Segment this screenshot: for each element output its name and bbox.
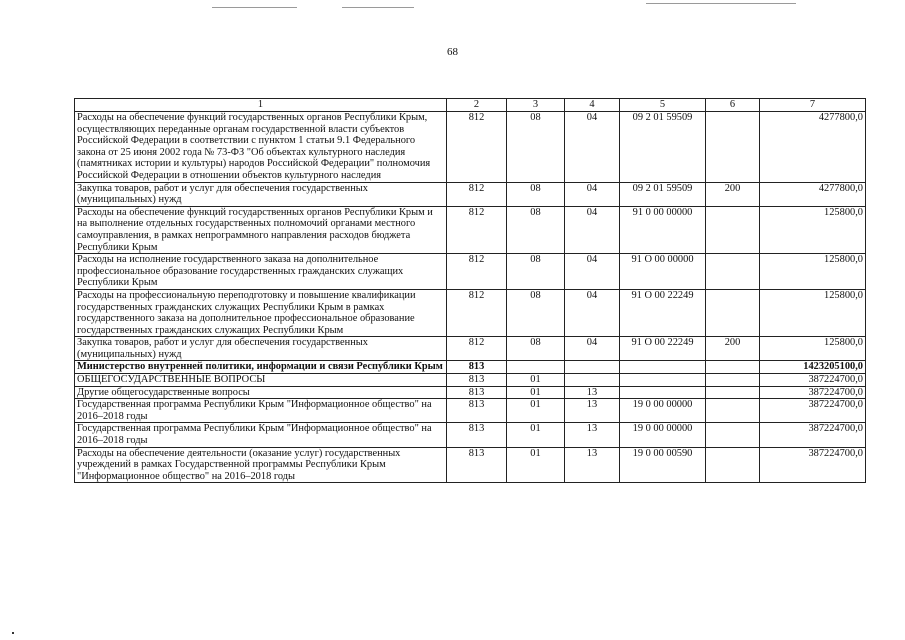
row-name-cell: Закупка товаров, работ и услуг для обеспечения государственных (муниципальных) нужд bbox=[75, 337, 447, 361]
column-header: 5 bbox=[620, 99, 706, 112]
row-ministry-code-cell: 813 bbox=[447, 374, 507, 387]
row-section-code-cell: 08 bbox=[507, 206, 565, 253]
scan-speck bbox=[12, 632, 14, 634]
row-target-code-cell: 91 О 00 00000 bbox=[620, 254, 706, 290]
row-amount-cell: 125800,0 bbox=[760, 206, 866, 253]
row-section-code-cell: 01 bbox=[507, 447, 565, 483]
table-row bbox=[75, 254, 866, 290]
table-row bbox=[75, 374, 866, 387]
row-subsection-code-cell bbox=[565, 361, 620, 374]
row-ministry-code-cell: 813 bbox=[447, 399, 507, 423]
row-target-code-cell: 19 0 00 00000 bbox=[620, 399, 706, 423]
row-subsection-code-cell bbox=[565, 374, 620, 387]
row-expense-type-cell: 200 bbox=[706, 337, 760, 361]
table-row bbox=[75, 206, 866, 253]
row-target-code-cell: 09 2 01 59509 bbox=[620, 112, 706, 183]
row-target-code-cell: 91 О 00 22249 bbox=[620, 337, 706, 361]
table-row bbox=[75, 399, 866, 423]
column-header: 4 bbox=[565, 99, 620, 112]
row-name-cell: Расходы на обеспечение функций государственных органов Республики Крым и на выполнение отдельных государственных полномочий органами местного самоуправления, в рамках непрограммного направления расходов бюджета Республики Крым bbox=[75, 206, 447, 253]
row-name-cell: ОБЩЕГОСУДАРСТВЕННЫЕ ВОПРОСЫ bbox=[75, 374, 447, 387]
column-header: 2 bbox=[447, 99, 507, 112]
row-section-code-cell: 01 bbox=[507, 386, 565, 399]
row-target-code-cell: 91 0 00 00000 bbox=[620, 206, 706, 253]
row-subsection-code-cell: 04 bbox=[565, 182, 620, 206]
row-name-cell: Расходы на профессиональную переподготовку и повышение квалификации государственных гражданских служащих Республики Крым в рамках государственного заказа на дополнительное профессиональное образование государственных гражданских служащих Республики Крым bbox=[75, 289, 447, 336]
row-ministry-code-cell: 813 bbox=[447, 447, 507, 483]
row-target-code-cell bbox=[620, 386, 706, 399]
table-row bbox=[75, 423, 866, 447]
row-ministry-code-cell: 812 bbox=[447, 112, 507, 183]
row-target-code-cell: 91 О 00 22249 bbox=[620, 289, 706, 336]
table-row bbox=[75, 182, 866, 206]
row-target-code-cell: 19 0 00 00000 bbox=[620, 423, 706, 447]
row-section-code-cell: 08 bbox=[507, 254, 565, 290]
row-expense-type-cell: 200 bbox=[706, 182, 760, 206]
row-expense-type-cell bbox=[706, 374, 760, 387]
row-ministry-code-cell: 812 bbox=[447, 289, 507, 336]
row-ministry-code-cell: 813 bbox=[447, 361, 507, 374]
row-expense-type-cell bbox=[706, 112, 760, 183]
row-section-code-cell: 08 bbox=[507, 182, 565, 206]
table-row bbox=[75, 112, 866, 183]
column-header: 1 bbox=[75, 99, 447, 112]
page-number: 68 bbox=[447, 46, 458, 58]
column-header: 6 bbox=[706, 99, 760, 112]
row-expense-type-cell bbox=[706, 289, 760, 336]
budget-table bbox=[74, 98, 866, 483]
row-name-cell: Расходы на обеспечение деятельности (оказание услуг) государственных учреждений в рамках Государственной программы Республики Крым "Информационное общество" на 2016–2018 годы bbox=[75, 447, 447, 483]
row-target-code-cell: 19 0 00 00590 bbox=[620, 447, 706, 483]
row-expense-type-cell bbox=[706, 361, 760, 374]
row-name-cell: Расходы на обеспечение функций государственных органов Республики Крым, осуществляющих переданные органам государственной власти субъектов Российской Федерации в соответствии с пунктом 1 статьи 9.1 Федерального закона от 25 июня 2002 года № 73-ФЗ "Об объектах культурного наследия (памятниках истории и культуры) народов Российской Федерации" полномочия Российской Федерации в отношении объектов культурного наследия bbox=[75, 112, 447, 183]
row-amount-cell: 1423205100,0 bbox=[760, 361, 866, 374]
scan-rule bbox=[342, 7, 414, 8]
row-expense-type-cell bbox=[706, 447, 760, 483]
row-section-code-cell: 08 bbox=[507, 337, 565, 361]
scan-rule bbox=[212, 7, 297, 8]
row-expense-type-cell bbox=[706, 399, 760, 423]
table-row bbox=[75, 289, 866, 336]
scan-rule bbox=[646, 3, 796, 4]
row-name-cell: Другие общегосударственные вопросы bbox=[75, 386, 447, 399]
row-subsection-code-cell: 13 bbox=[565, 423, 620, 447]
column-header: 3 bbox=[507, 99, 565, 112]
table-row bbox=[75, 447, 866, 483]
row-ministry-code-cell: 812 bbox=[447, 206, 507, 253]
row-name-cell: Государственная программа Республики Крым "Информационное общество" на 2016–2018 годы bbox=[75, 399, 447, 423]
row-name-cell: Закупка товаров, работ и услуг для обеспечения государственных (муниципальных) нужд bbox=[75, 182, 447, 206]
row-expense-type-cell bbox=[706, 206, 760, 253]
row-subsection-code-cell: 04 bbox=[565, 289, 620, 336]
row-subsection-code-cell: 04 bbox=[565, 337, 620, 361]
row-name-cell: Министерство внутренней политики, информации и связи Республики Крым bbox=[75, 361, 447, 374]
table-row bbox=[75, 386, 866, 399]
row-expense-type-cell bbox=[706, 423, 760, 447]
table-row bbox=[75, 337, 866, 361]
row-amount-cell: 4277800,0 bbox=[760, 182, 866, 206]
row-ministry-code-cell: 813 bbox=[447, 386, 507, 399]
row-subsection-code-cell: 13 bbox=[565, 399, 620, 423]
row-ministry-code-cell: 812 bbox=[447, 182, 507, 206]
row-target-code-cell bbox=[620, 374, 706, 387]
row-section-code-cell: 01 bbox=[507, 374, 565, 387]
row-ministry-code-cell: 812 bbox=[447, 254, 507, 290]
row-expense-type-cell bbox=[706, 254, 760, 290]
row-section-code-cell: 08 bbox=[507, 112, 565, 183]
row-subsection-code-cell: 13 bbox=[565, 386, 620, 399]
row-amount-cell: 387224700,0 bbox=[760, 386, 866, 399]
row-amount-cell: 387224700,0 bbox=[760, 423, 866, 447]
row-name-cell: Государственная программа Республики Крым "Информационное общество" на 2016–2018 годы bbox=[75, 423, 447, 447]
row-amount-cell: 125800,0 bbox=[760, 289, 866, 336]
row-amount-cell: 387224700,0 bbox=[760, 447, 866, 483]
row-subsection-code-cell: 04 bbox=[565, 254, 620, 290]
row-section-code-cell bbox=[507, 361, 565, 374]
row-name-cell: Расходы на исполнение государственного заказа на дополнительное профессиональное образование государственных гражданских служащих Республики Крым bbox=[75, 254, 447, 290]
row-subsection-code-cell: 13 bbox=[565, 447, 620, 483]
row-amount-cell: 125800,0 bbox=[760, 254, 866, 290]
table-header-row bbox=[75, 99, 866, 112]
row-subsection-code-cell: 04 bbox=[565, 112, 620, 183]
row-section-code-cell: 01 bbox=[507, 423, 565, 447]
row-section-code-cell: 08 bbox=[507, 289, 565, 336]
row-subsection-code-cell: 04 bbox=[565, 206, 620, 253]
row-ministry-code-cell: 813 bbox=[447, 423, 507, 447]
row-target-code-cell bbox=[620, 361, 706, 374]
row-amount-cell: 125800,0 bbox=[760, 337, 866, 361]
row-ministry-code-cell: 812 bbox=[447, 337, 507, 361]
row-amount-cell: 387224700,0 bbox=[760, 399, 866, 423]
row-target-code-cell: 09 2 01 59509 bbox=[620, 182, 706, 206]
row-amount-cell: 4277800,0 bbox=[760, 112, 866, 183]
row-expense-type-cell bbox=[706, 386, 760, 399]
column-header: 7 bbox=[760, 99, 866, 112]
row-section-code-cell: 01 bbox=[507, 399, 565, 423]
table-row bbox=[75, 361, 866, 374]
row-amount-cell: 387224700,0 bbox=[760, 374, 866, 387]
